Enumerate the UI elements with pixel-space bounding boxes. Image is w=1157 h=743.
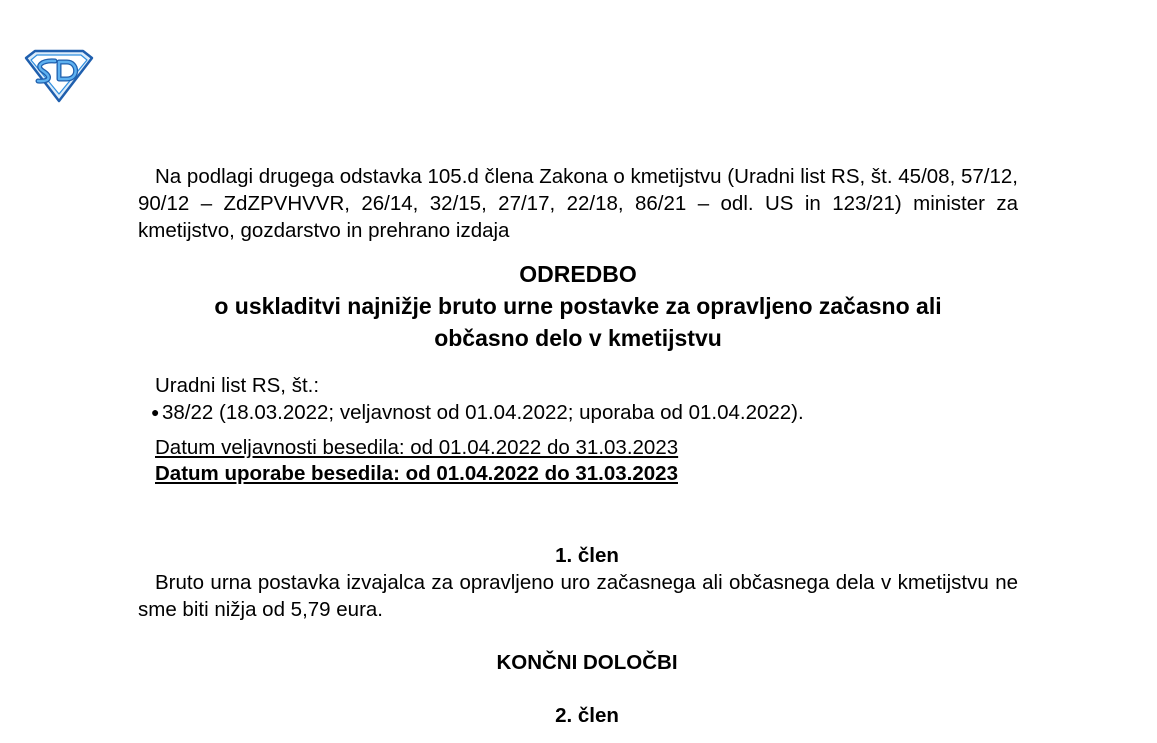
shield-logo-icon — [22, 48, 96, 104]
document-body — [138, 163, 1018, 729]
validity-date: Datum veljavnosti besedila: od 01.04.2022 do 31.03.2023 — [155, 436, 679, 459]
article-2-heading: 2. člen — [555, 704, 619, 727]
gazette-references — [138, 372, 1018, 426]
intro-paragraph: Na podlagi drugega odstavka 105.d člena Zakona o kmetijstvu (Uradni list RS, št. 45/08, 57/12, 90/12 – ZdZPVHVVR, 26/14, 32/15, 27/17, 22/18, 86/21 – odl. US in 123/21) minister za kmetijstvo, gozdarstvo in prehrano izdaja — [138, 165, 1018, 242]
title-line-2: o uskladitvi najnižje bruto urne postavke za opravljeno začasno ali — [214, 293, 942, 319]
article-1-heading: 1. člen — [555, 544, 619, 567]
gazette-entry — [151, 399, 1018, 426]
application-date: Datum uporabe besedila: od 01.04.2022 do 31.03.2023 — [155, 462, 678, 485]
document-title — [138, 258, 1018, 354]
gazette-entry-text: 38/22 (18.03.2022; veljavnost od 01.04.2022; uporaba od 01.04.2022). — [162, 401, 804, 424]
title-line-3: občasno delo v kmetijstvu — [434, 325, 722, 351]
gazette-label: Uradni list RS, št.: — [155, 374, 320, 397]
title-line-1: ODREDBO — [519, 261, 637, 287]
final-provisions-heading: KONČNI DOLOČBI — [496, 651, 678, 674]
article-1-text: Bruto urna postavka izvajalca za opravljeno uro začasnega ali občasnega dela v kmetijstvu ne sme biti nižja od 5,79 eura. — [138, 571, 1018, 621]
text-dates — [138, 435, 1018, 487]
bullet-icon: ● — [151, 404, 160, 420]
gazette-list — [151, 399, 1018, 426]
